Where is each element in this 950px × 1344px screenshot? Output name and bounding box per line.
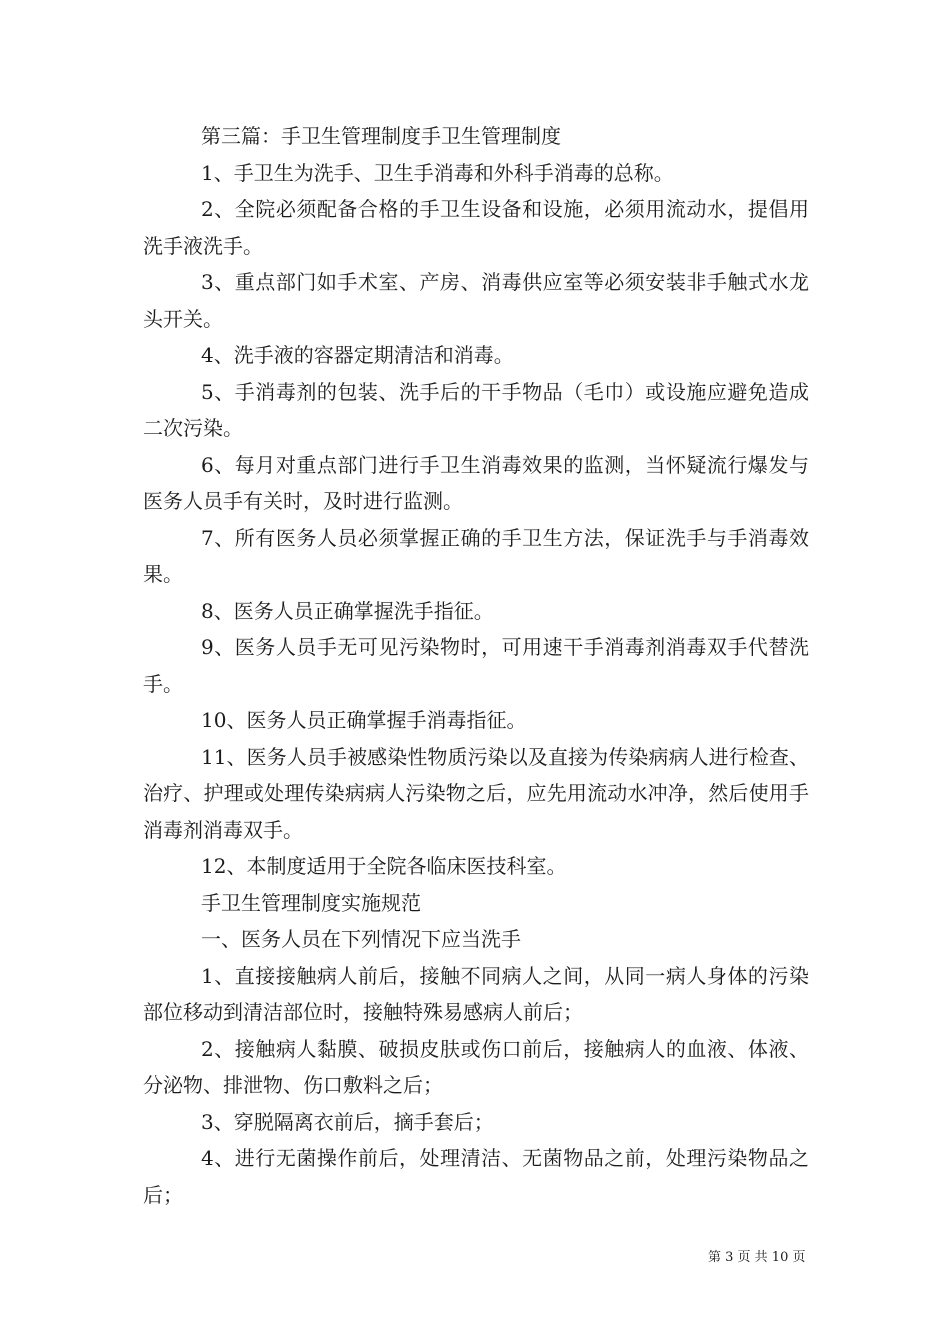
paragraph-section-title: 第三篇：手卫生管理制度手卫生管理制度 <box>201 124 561 148</box>
paragraph-item-3: 3、重点部门如手术室、产房、消毒供应室等必须安装非手触式水龙头开关。 <box>143 270 809 331</box>
paragraph-subheading: 手卫生管理制度实施规范 <box>201 890 421 915</box>
paragraph-item-7: 7、所有医务人员必须掌握正确的手卫生方法，保证洗手与手消毒效果。 <box>143 525 809 586</box>
paragraph-item-12: 12、本制度适用于全院各临床医技科室。 <box>201 854 567 878</box>
page-number-footer: 第 3 页 共 10 页 <box>708 1250 806 1265</box>
document-body <box>143 118 809 1213</box>
paragraph-item-2: 2、全院必须配备合格的手卫生设备和设施，必须用流动水，提倡用洗手液洗手。 <box>143 197 809 258</box>
paragraph-item-9: 9、医务人员手无可见污染物时，可用速干手消毒剂消毒双手代替洗手。 <box>143 635 809 696</box>
paragraph-item-11: 11、医务人员手被感染性物质污染以及直接为传染病病人进行检查、治疗、护理或处理传染病病人污染物之后，应先用流动水冲净，然后使用手消毒剂消毒双手。 <box>143 744 809 842</box>
paragraph-case-4: 4、进行无菌操作前后，处理清洁、无菌物品之前，处理污染物品之后； <box>143 1146 809 1207</box>
paragraph-item-8: 8、医务人员正确掌握洗手指征。 <box>201 598 494 623</box>
paragraph-item-5: 5、手消毒剂的包装、洗手后的干手物品（毛巾）或设施应避免造成二次污染。 <box>143 379 809 440</box>
paragraph-item-10: 10、医务人员正确掌握手消毒指征。 <box>201 708 527 732</box>
paragraph-item-6: 6、每月对重点部门进行手卫生消毒效果的监测，当怀疑流行爆发与医务人员手有关时，及时进行监测。 <box>143 452 809 513</box>
paragraph-case-3: 3、穿脱隔离衣前后，摘手套后； <box>201 1109 494 1134</box>
paragraph-item-4: 4、洗手液的容器定期清洁和消毒。 <box>201 343 514 367</box>
paragraph-section-one: 一、医务人员在下列情况下应当洗手 <box>201 927 521 951</box>
paragraph-item-1: 1、手卫生为洗手、卫生手消毒和外科手消毒的总称。 <box>201 160 674 185</box>
paragraph-case-2: 2、接触病人黏膜、破损皮肤或伤口前后，接触病人的血液、体液、分泌物、排泄物、伤口敷料之后； <box>143 1036 809 1097</box>
paragraph-case-1: 1、直接接触病人前后，接触不同病人之间，从同一病人身体的污染部位移动到清洁部位时，接触特殊易感病人前后； <box>143 963 809 1024</box>
